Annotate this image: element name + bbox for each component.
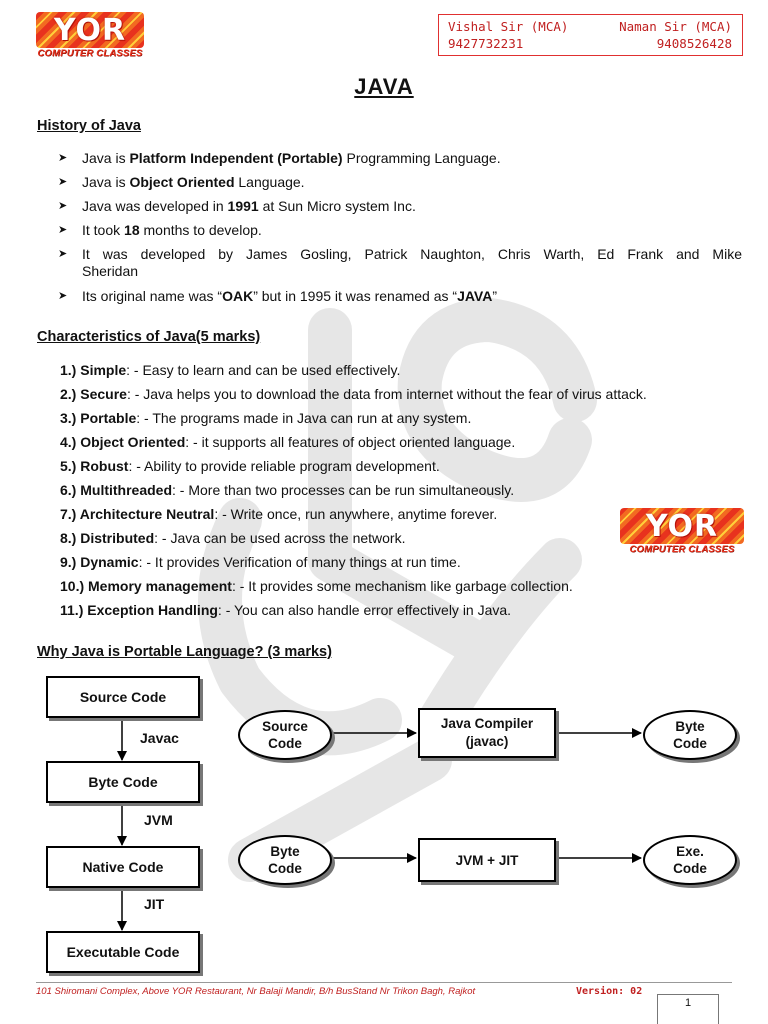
contact-name-2: Naman Sir (MCA): [619, 19, 732, 34]
arrow-bullet-icon: ➤: [58, 290, 68, 302]
arrow-bullet-icon: ➤: [58, 176, 68, 188]
page-title: JAVA: [354, 74, 414, 99]
arrow-bullet-icon: ➤: [58, 224, 68, 236]
flow-java-compiler: Java Compiler (javac): [418, 708, 556, 758]
arrow-bullet-icon: ➤: [58, 152, 68, 164]
page-number: 1: [657, 994, 719, 1024]
logo-subtitle: COMPUTER CLASSES: [37, 48, 143, 59]
footer-divider: [36, 982, 732, 983]
characteristic-item: 2.) Secure: - Java helps you to download the data from internet without the fear of virus attack.: [60, 386, 647, 402]
history-heading: History of Java: [37, 118, 141, 134]
logo-brand: YOR: [645, 508, 719, 544]
logo-brand: YOR: [53, 12, 127, 48]
characteristic-item: 6.) Multithreaded: - More than two processes can be run simultaneously.: [60, 482, 515, 498]
footer-version: Version: 02: [576, 986, 643, 997]
characteristic-item: 11.) Exception Handling: - You can also handle error effectively in Java.: [60, 602, 512, 618]
arrow-bullet-icon: ➤: [58, 248, 68, 260]
flow-label-javac: Javac: [140, 730, 179, 746]
flow-oval-byte-code: Byte Code: [643, 710, 737, 760]
portable-heading: Why Java is Portable Language? (3 marks): [37, 644, 332, 660]
logo-subtitle: COMPUTER CLASSES: [629, 544, 735, 555]
contact-name-1: Vishal Sir (MCA): [448, 19, 569, 34]
flow-native-code: Native Code: [46, 846, 200, 888]
contact-phone-2: 9408526428: [656, 36, 732, 51]
flow-byte-code: Byte Code: [46, 761, 200, 803]
characteristic-item: 7.) Architecture Neutral: - Write once, run anywhere, anytime forever.: [60, 506, 498, 522]
contact-phone-1: 9427732231: [448, 36, 524, 51]
arrow-bullet-icon: ➤: [58, 200, 68, 212]
characteristic-item: 10.) Memory management: - It provides some mechanism like garbage collection.: [60, 578, 573, 594]
characteristic-item: 1.) Simple: - Easy to learn and can be used effectively.: [60, 362, 401, 378]
characteristic-item: 4.) Object Oriented: - it supports all features of object oriented language.: [60, 434, 516, 450]
flow-source-code: Source Code: [46, 676, 200, 718]
characteristic-item: 5.) Robust: - Ability to provide reliable program development.: [60, 458, 440, 474]
footer-address: 101 Shiromani Complex, Above YOR Restaurant, Nr Balaji Mandir, B/h BusStand Nr Trikon Bagh, Rajkot: [36, 986, 476, 997]
characteristics-heading: Characteristics of Java(5 marks): [37, 329, 261, 345]
flow-label-jvm: JVM: [144, 812, 173, 828]
flow-oval-exe-code: Exe. Code: [643, 835, 737, 885]
flow-executable-code: Executable Code: [46, 931, 200, 973]
characteristic-item: 3.) Portable: - The programs made in Java can run at any system.: [60, 410, 472, 426]
flow-jvm-jit: JVM + JIT: [418, 838, 556, 882]
flow-oval-source-code: Source Code: [238, 710, 332, 760]
characteristic-item: 9.) Dynamic: - It provides Verification of many things at run time.: [60, 554, 461, 570]
characteristic-item: 8.) Distributed: - Java can be used across the network.: [60, 530, 406, 546]
flow-oval-byte-code-2: Byte Code: [238, 835, 332, 885]
flow-label-jit: JIT: [144, 896, 165, 912]
